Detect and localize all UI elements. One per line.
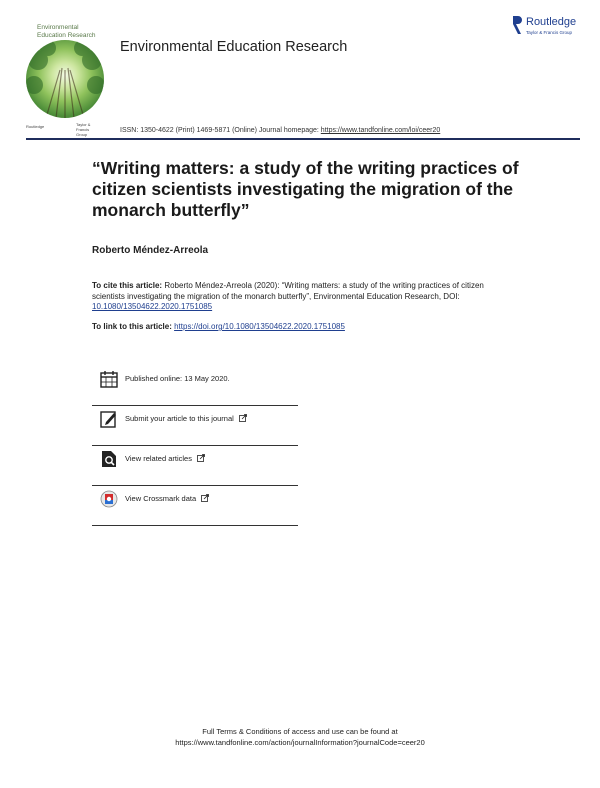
crossmark-row[interactable] xyxy=(92,490,298,526)
cover-group-line: Group xyxy=(76,132,88,137)
forest-canopy-icon xyxy=(26,40,104,118)
cover-logo-line-2: Education Research xyxy=(37,32,96,39)
article-doi-link[interactable]: https://doi.org/10.1080/13504622.2020.1751085 xyxy=(174,322,345,331)
cite-text: Roberto Méndez-Arreola (2020): “Writing matters: a study of the writing practices of citizen scientists investigating the migration of the monarch butterfly”, Environmental Education Research, DOI: xyxy=(92,281,484,301)
published-online-row xyxy=(92,370,298,406)
footer-terms-link[interactable]: https://www.tandfonline.com/action/journalInformation?journalCode=ceer20 xyxy=(175,737,425,747)
submit-article-row[interactable] xyxy=(92,410,298,446)
journal-cover-image xyxy=(26,40,104,118)
submit-article-link[interactable]: Submit your article to this journal xyxy=(125,414,234,423)
published-online-text: Published online: 13 May 2020. xyxy=(125,374,230,383)
related-articles-link[interactable]: View related articles xyxy=(125,454,192,463)
external-link-icon xyxy=(239,414,247,422)
external-link-icon xyxy=(197,454,205,462)
row-divider xyxy=(92,405,298,406)
footer xyxy=(0,727,600,748)
cover-group-line: Francis xyxy=(76,127,90,132)
routledge-r-icon xyxy=(512,16,522,34)
crossmark-link[interactable]: View Crossmark data xyxy=(125,494,197,503)
row-divider xyxy=(92,485,298,486)
link-label: To link to this article: xyxy=(92,322,175,331)
cite-doi-link[interactable]: 10.1080/13504622.2020.1751085 xyxy=(92,302,213,311)
publisher-subtitle: Taylor & Francis Group xyxy=(526,30,573,35)
footer-terms-text: Full Terms & Conditions of access and use can be found at xyxy=(202,727,398,736)
calendar-icon xyxy=(100,370,118,388)
cite-label: To cite this article: xyxy=(92,281,163,290)
header-divider xyxy=(26,138,580,140)
cover-publisher-mark: Routledge xyxy=(26,124,45,129)
external-link-icon xyxy=(201,494,209,502)
journal-title[interactable]: Environmental Education Research xyxy=(120,39,348,55)
cover-logo-line-1: Environmental xyxy=(37,24,79,31)
cover-group-mark xyxy=(76,122,90,137)
cover-logo-text xyxy=(37,24,96,40)
row-divider xyxy=(92,445,298,446)
article-title: “Writing matters: a study of the writing practices of citizen scientists investigating the migration of the monarch butterfly” xyxy=(92,158,519,220)
document-search-icon xyxy=(100,450,118,468)
related-articles-row[interactable] xyxy=(92,450,298,486)
citation-block xyxy=(92,281,512,313)
article-author: Roberto Méndez-Arreola xyxy=(92,245,209,256)
edit-document-icon xyxy=(100,410,118,428)
crossmark-icon xyxy=(100,490,118,508)
journal-homepage-link[interactable]: https://www.tandfonline.com/loi/ceer20 xyxy=(320,127,441,134)
issn-line xyxy=(120,127,440,134)
publisher-name: Routledge xyxy=(526,16,577,28)
row-divider xyxy=(92,525,298,526)
issn-text: ISSN: 1350-4622 (Print) 1469-5871 (Online) Journal homepage: xyxy=(120,127,321,134)
article-link-block xyxy=(92,322,512,331)
cover-group-line: Taylor & xyxy=(76,122,91,127)
